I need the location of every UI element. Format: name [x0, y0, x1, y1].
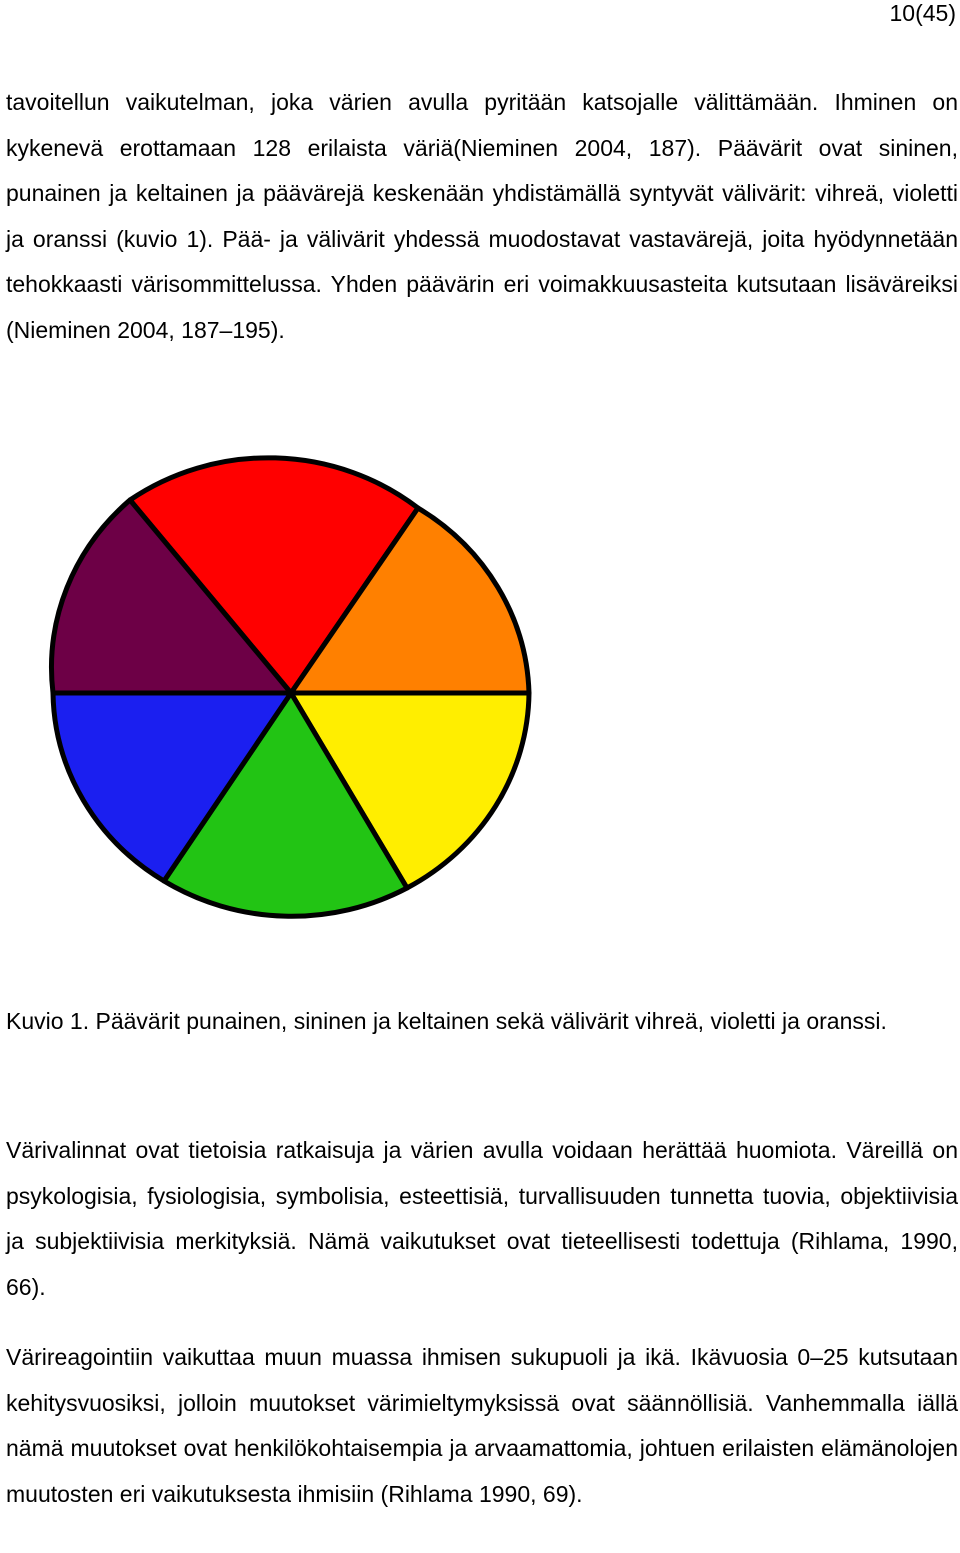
paragraph-intro: tavoitellun vaikutelman, joka värien avulla pyritään katsojalle välittämään. Ihminen on kykenevä erottamaan 128 erilaista väriä(Nieminen 2004, 187). Päävärit ovat sininen, punainen ja keltainen ja päävärejä keskenään yhdistämällä syntyvät välivärit: vihreä, violetti ja oranssi (kuvio 1). Pää- ja välivärit yhdessä muodostavat vastavärejä, joita hyödynnetään tehokkaasti värisommittelussa. Yhden päävärin eri voimakkuusasteita kutsutaan lisäväreiksi (Nieminen 2004, 187–195).	[6, 89, 958, 343]
paragraph-color-reactions: Värireagointiin vaikuttaa muun muassa ihmisen sukupuoli ja ikä. Ikävuosia 0–25 kutsutaan kehitysvuosiksi, jolloin muutokset värimieltymyksissä ovat säännöllisiä. Vanhemmalla iällä nämä muutokset ovat henkilökohtaisempia ja arvaamattomia, johtuen erilaisten elämänolojen muutosten eri vaikutuksesta ihmisiin (Rihlama 1990, 69).	[6, 1344, 958, 1507]
figure-caption: Kuvio 1. Päävärit punainen, sininen ja keltainen sekä välivärit vihreä, violetti ja oranssi.	[6, 1008, 887, 1034]
paragraph-color-choices: Värivalinnat ovat tietoisia ratkaisuja ja värien avulla voidaan herättää huomiota. Väreillä on psykologisia, fysiologisia, symbolisia, esteettisiä, turvallisuuden tunnetta tuovia, objektiivisia ja subjektiivisia merkityksiä. Nämä vaikutukset ovat tieteellisesti todettuja (Rihlama, 1990, 66).	[6, 1137, 958, 1300]
color-wheel	[40, 455, 540, 935]
page-number: 10(45)	[889, 0, 956, 26]
